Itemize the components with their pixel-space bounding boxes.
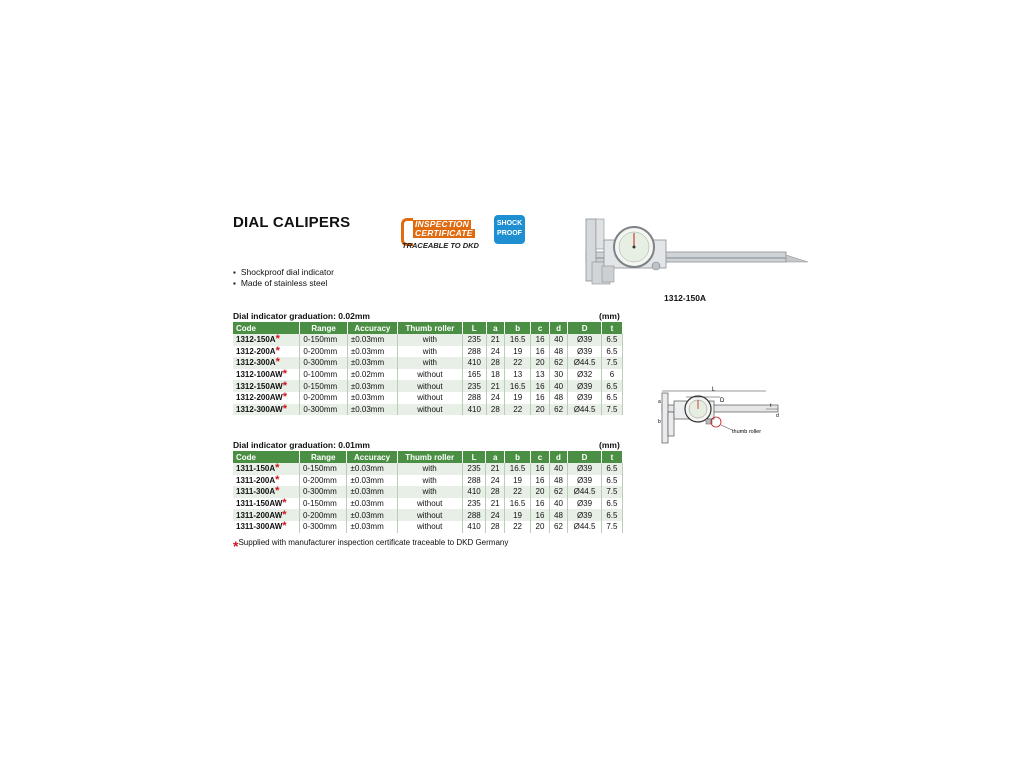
asterisk-icon: *: [275, 356, 280, 369]
column-header: b: [504, 451, 530, 463]
table-cell: 235: [462, 334, 486, 346]
column-header: a: [486, 322, 505, 334]
table2-unit: (mm): [599, 440, 620, 450]
table-cell: Ø44.5: [568, 521, 602, 533]
model-code: 1311-200A: [236, 475, 276, 485]
asterisk-icon: *: [275, 473, 280, 486]
label-L: L: [712, 387, 716, 393]
table-cell: 288: [462, 475, 486, 487]
table-cell: ±0.03mm: [347, 346, 397, 358]
table-cell: [233, 369, 300, 381]
thumb-roller-callout: thumb roller: [732, 429, 762, 435]
label-t: t: [770, 403, 772, 409]
table-cell: ±0.03mm: [347, 380, 397, 392]
column-header: Range: [299, 451, 347, 463]
table-cell: 40: [549, 334, 568, 346]
table-cell: 0-300mm: [300, 404, 347, 416]
table-cell: Ø39: [568, 334, 602, 346]
table-cell: Ø39: [568, 509, 602, 521]
table1-caption: Dial indicator graduation: 0.02mm: [233, 311, 370, 321]
table-cell: with: [397, 357, 462, 369]
table-cell: 0-300mm: [299, 486, 347, 498]
label-d: d: [776, 413, 779, 419]
label-a: a: [658, 399, 661, 405]
feature-item: ▪ Made of stainless steel: [233, 278, 334, 289]
table-cell: 48: [549, 346, 568, 358]
table-cell: 20: [531, 486, 550, 498]
table-cell: 28: [486, 357, 505, 369]
table-cell: 410: [462, 521, 486, 533]
certificate-line2: CERTIFICATE: [415, 228, 473, 238]
table-cell: 0-200mm: [300, 346, 347, 358]
table-cell: 0-200mm: [300, 392, 347, 404]
table-cell: 28: [486, 486, 505, 498]
spec-table-0-02: [233, 322, 623, 415]
shockproof-badge: [494, 215, 525, 244]
table-cell: ±0.03mm: [347, 509, 397, 521]
table-cell: without: [397, 498, 462, 510]
table-cell: 6.5: [601, 334, 622, 346]
column-header: t: [601, 322, 622, 334]
table-cell: 28: [486, 521, 505, 533]
table-cell: [233, 357, 300, 369]
table-cell: 235: [462, 498, 486, 510]
table-cell: [233, 486, 299, 498]
table-cell: 235: [462, 463, 486, 475]
table-row: [233, 498, 623, 510]
model-code: 1312-150AW: [236, 381, 283, 391]
table-cell: [233, 380, 300, 392]
table-cell: without: [397, 369, 462, 381]
table-cell: 22: [505, 357, 531, 369]
table-cell: 18: [486, 369, 505, 381]
table-cell: Ø39: [568, 498, 602, 510]
column-header: d: [549, 451, 568, 463]
label-D: D: [720, 398, 725, 404]
table-cell: 288: [462, 346, 486, 358]
column-header: d: [549, 322, 568, 334]
column-header: c: [531, 451, 550, 463]
model-code: 1312-300AW: [236, 404, 283, 414]
product-model-label: 1312-150A: [664, 293, 707, 303]
table-cell: ±0.03mm: [347, 498, 397, 510]
table-cell: 6.5: [601, 475, 622, 487]
table-cell: 0-300mm: [299, 521, 347, 533]
table-cell: 6.5: [601, 346, 622, 358]
table-row: [233, 334, 623, 346]
footnote-text: Supplied with manufacturer inspection certificate traceable to DKD Germany: [238, 538, 509, 547]
table-cell: 62: [549, 357, 568, 369]
model-code: 1312-150A: [236, 335, 276, 345]
column-header: D: [568, 322, 602, 334]
asterisk-icon: *: [282, 497, 287, 510]
table-cell: 13: [505, 369, 531, 381]
table-cell: 16: [531, 498, 550, 510]
table-cell: without: [397, 404, 462, 416]
table-row: [233, 486, 623, 498]
table-cell: without: [397, 521, 462, 533]
table-cell: ±0.02mm: [347, 369, 397, 381]
table-row: [233, 392, 623, 404]
spec-table-0-01: [233, 451, 623, 533]
table-cell: 19: [504, 509, 530, 521]
table-cell: Ø39: [568, 392, 602, 404]
table-cell: with: [397, 463, 462, 475]
column-header: Accuracy: [347, 322, 397, 334]
column-header: Range: [300, 322, 347, 334]
table-cell: 21: [486, 498, 505, 510]
footnote: [233, 538, 508, 554]
table-cell: 16.5: [504, 463, 530, 475]
table-cell: 20: [531, 521, 550, 533]
table-cell: with: [397, 475, 462, 487]
table-cell: 0-150mm: [299, 463, 347, 475]
table-cell: 0-200mm: [299, 509, 347, 521]
table-cell: 24: [486, 392, 505, 404]
table-cell: without: [397, 509, 462, 521]
table1-unit: (mm): [599, 311, 620, 321]
table-cell: Ø32: [568, 369, 602, 381]
column-header: Code: [233, 451, 299, 463]
table-cell: without: [397, 380, 462, 392]
model-code: 1311-150AW: [236, 499, 283, 509]
table-cell: 0-200mm: [299, 475, 347, 487]
column-header: Accuracy: [347, 451, 397, 463]
table-cell: 16.5: [505, 334, 531, 346]
table-cell: 6.5: [601, 380, 622, 392]
feature-item: ▪ Shockproof dial indicator: [233, 267, 334, 278]
model-code: 1311-300AW: [236, 522, 283, 532]
asterisk-icon: *: [282, 379, 287, 392]
table-cell: 7.5: [601, 404, 622, 416]
table-cell: 21: [486, 334, 505, 346]
certificate-line3: TRACEABLE TO DKD: [402, 241, 479, 250]
table-cell: without: [397, 392, 462, 404]
table-row: [233, 369, 623, 381]
table-cell: 7.5: [601, 486, 622, 498]
table-cell: 24: [486, 346, 505, 358]
asterisk-icon: *: [282, 368, 287, 381]
table-cell: 16.5: [504, 498, 530, 510]
asterisk-icon: *: [282, 520, 287, 533]
table-cell: 6.5: [601, 498, 622, 510]
table-cell: 62: [549, 521, 568, 533]
table-cell: with: [397, 334, 462, 346]
asterisk-icon: *: [275, 344, 280, 357]
table-cell: 19: [504, 475, 530, 487]
column-header: t: [601, 451, 622, 463]
column-header: b: [505, 322, 531, 334]
table-cell: [233, 475, 299, 487]
table-cell: 288: [462, 509, 486, 521]
table-cell: 410: [462, 357, 486, 369]
table-cell: 40: [549, 463, 568, 475]
table-cell: [233, 463, 299, 475]
column-header: Thumb roller: [397, 322, 462, 334]
table-cell: 6.5: [601, 463, 622, 475]
table-cell: ±0.03mm: [347, 334, 397, 346]
column-header: L: [462, 322, 486, 334]
table-cell: [233, 404, 300, 416]
asterisk-icon: *: [282, 402, 287, 415]
feature-list: [233, 267, 334, 289]
table-cell: with: [397, 486, 462, 498]
table-cell: ±0.03mm: [347, 521, 397, 533]
shock-line1: SHOCK: [496, 220, 523, 227]
inspection-certificate-badge: [401, 216, 505, 250]
caliper-outline: [656, 385, 786, 453]
table-header-row: [233, 451, 623, 463]
table-cell: 20: [531, 404, 550, 416]
table-cell: 235: [462, 380, 486, 392]
table-cell: 16: [531, 475, 550, 487]
table-cell: 6.5: [601, 392, 622, 404]
table-cell: 62: [549, 404, 568, 416]
column-header: D: [568, 451, 602, 463]
dimension-diagram: [656, 385, 786, 453]
column-header: a: [486, 451, 505, 463]
table-cell: 22: [505, 404, 531, 416]
table-cell: 16: [531, 334, 550, 346]
table-cell: 7.5: [601, 521, 622, 533]
table-row: [233, 521, 623, 533]
asterisk-icon: *: [275, 333, 280, 346]
table-cell: 21: [486, 463, 505, 475]
table-cell: 28: [486, 404, 505, 416]
model-code: 1312-100AW: [236, 370, 283, 380]
table-cell: ±0.03mm: [347, 475, 397, 487]
table-cell: 410: [462, 404, 486, 416]
table-cell: 7.5: [601, 357, 622, 369]
column-header: c: [531, 322, 550, 334]
table-row: [233, 380, 623, 392]
table-cell: 16.5: [505, 380, 531, 392]
table-cell: Ø39: [568, 380, 602, 392]
table-cell: [233, 521, 299, 533]
table-cell: ±0.03mm: [347, 357, 397, 369]
model-code: 1311-200AW: [236, 510, 283, 520]
model-code: 1311-300A: [236, 487, 276, 497]
table-cell: 22: [504, 486, 530, 498]
table-cell: [233, 334, 300, 346]
table-cell: Ø39: [568, 475, 602, 487]
model-code: 1311-150A: [236, 464, 276, 474]
table-row: [233, 509, 623, 521]
table-cell: 0-150mm: [299, 498, 347, 510]
asterisk-icon: *: [282, 391, 287, 404]
model-code: 1312-300A: [236, 358, 276, 368]
table-cell: 0-150mm: [300, 334, 347, 346]
model-code: 1312-200AW: [236, 393, 283, 403]
asterisk-icon: *: [275, 462, 280, 475]
table-cell: 6: [601, 369, 622, 381]
table-cell: [233, 498, 299, 510]
asterisk-icon: *: [233, 538, 239, 554]
table-cell: 0-100mm: [300, 369, 347, 381]
table-cell: 288: [462, 392, 486, 404]
table-cell: 165: [462, 369, 486, 381]
page-title: DIAL CALIPERS: [233, 214, 351, 231]
table-cell: with: [397, 346, 462, 358]
table-cell: 19: [505, 346, 531, 358]
table-row: [233, 346, 623, 358]
caliper-photo: [572, 214, 812, 289]
table-cell: Ø39: [568, 463, 602, 475]
table-cell: 20: [531, 357, 550, 369]
column-header: Code: [233, 322, 300, 334]
table-header-row: [233, 322, 623, 334]
table-cell: 0-300mm: [300, 357, 347, 369]
table-row: [233, 404, 623, 416]
table-cell: [233, 346, 300, 358]
label-b: b: [658, 419, 661, 425]
column-header: Thumb roller: [397, 451, 462, 463]
table-cell: 40: [549, 380, 568, 392]
table-cell: 48: [549, 475, 568, 487]
table-cell: 16: [531, 463, 550, 475]
certificate-line1: INSPECTION: [415, 219, 469, 229]
table-cell: 13: [531, 369, 550, 381]
column-header: L: [462, 451, 486, 463]
table-cell: Ø44.5: [568, 486, 602, 498]
table2-caption: Dial indicator graduation: 0.01mm: [233, 440, 370, 450]
table-cell: 16: [531, 346, 550, 358]
table-cell: Ø44.5: [568, 357, 602, 369]
table-cell: [233, 509, 299, 521]
table-row: [233, 463, 623, 475]
table-cell: ±0.03mm: [347, 404, 397, 416]
table-cell: [233, 392, 300, 404]
table-cell: 22: [504, 521, 530, 533]
table-cell: 24: [486, 475, 505, 487]
table-cell: 30: [549, 369, 568, 381]
table-cell: 21: [486, 380, 505, 392]
table-cell: 0-150mm: [300, 380, 347, 392]
table-cell: 16: [531, 380, 550, 392]
table-row: [233, 357, 623, 369]
table-row: [233, 475, 623, 487]
asterisk-icon: *: [275, 485, 280, 498]
table-cell: ±0.03mm: [347, 486, 397, 498]
asterisk-icon: *: [282, 508, 287, 521]
table-cell: 6.5: [601, 509, 622, 521]
table-cell: Ø44.5: [568, 404, 602, 416]
table-cell: ±0.03mm: [347, 392, 397, 404]
table-cell: Ø39: [568, 346, 602, 358]
table-cell: ±0.03mm: [347, 463, 397, 475]
table-cell: 62: [549, 486, 568, 498]
shock-line2: PROOF: [497, 230, 522, 237]
table-cell: 16: [531, 509, 550, 521]
table-cell: 410: [462, 486, 486, 498]
table-cell: 24: [486, 509, 505, 521]
table-cell: 40: [549, 498, 568, 510]
table-cell: 19: [505, 392, 531, 404]
model-code: 1312-200A: [236, 346, 276, 356]
table-cell: 48: [549, 392, 568, 404]
table-cell: 48: [549, 509, 568, 521]
table-cell: 16: [531, 392, 550, 404]
caliper-illustration: [586, 219, 808, 284]
